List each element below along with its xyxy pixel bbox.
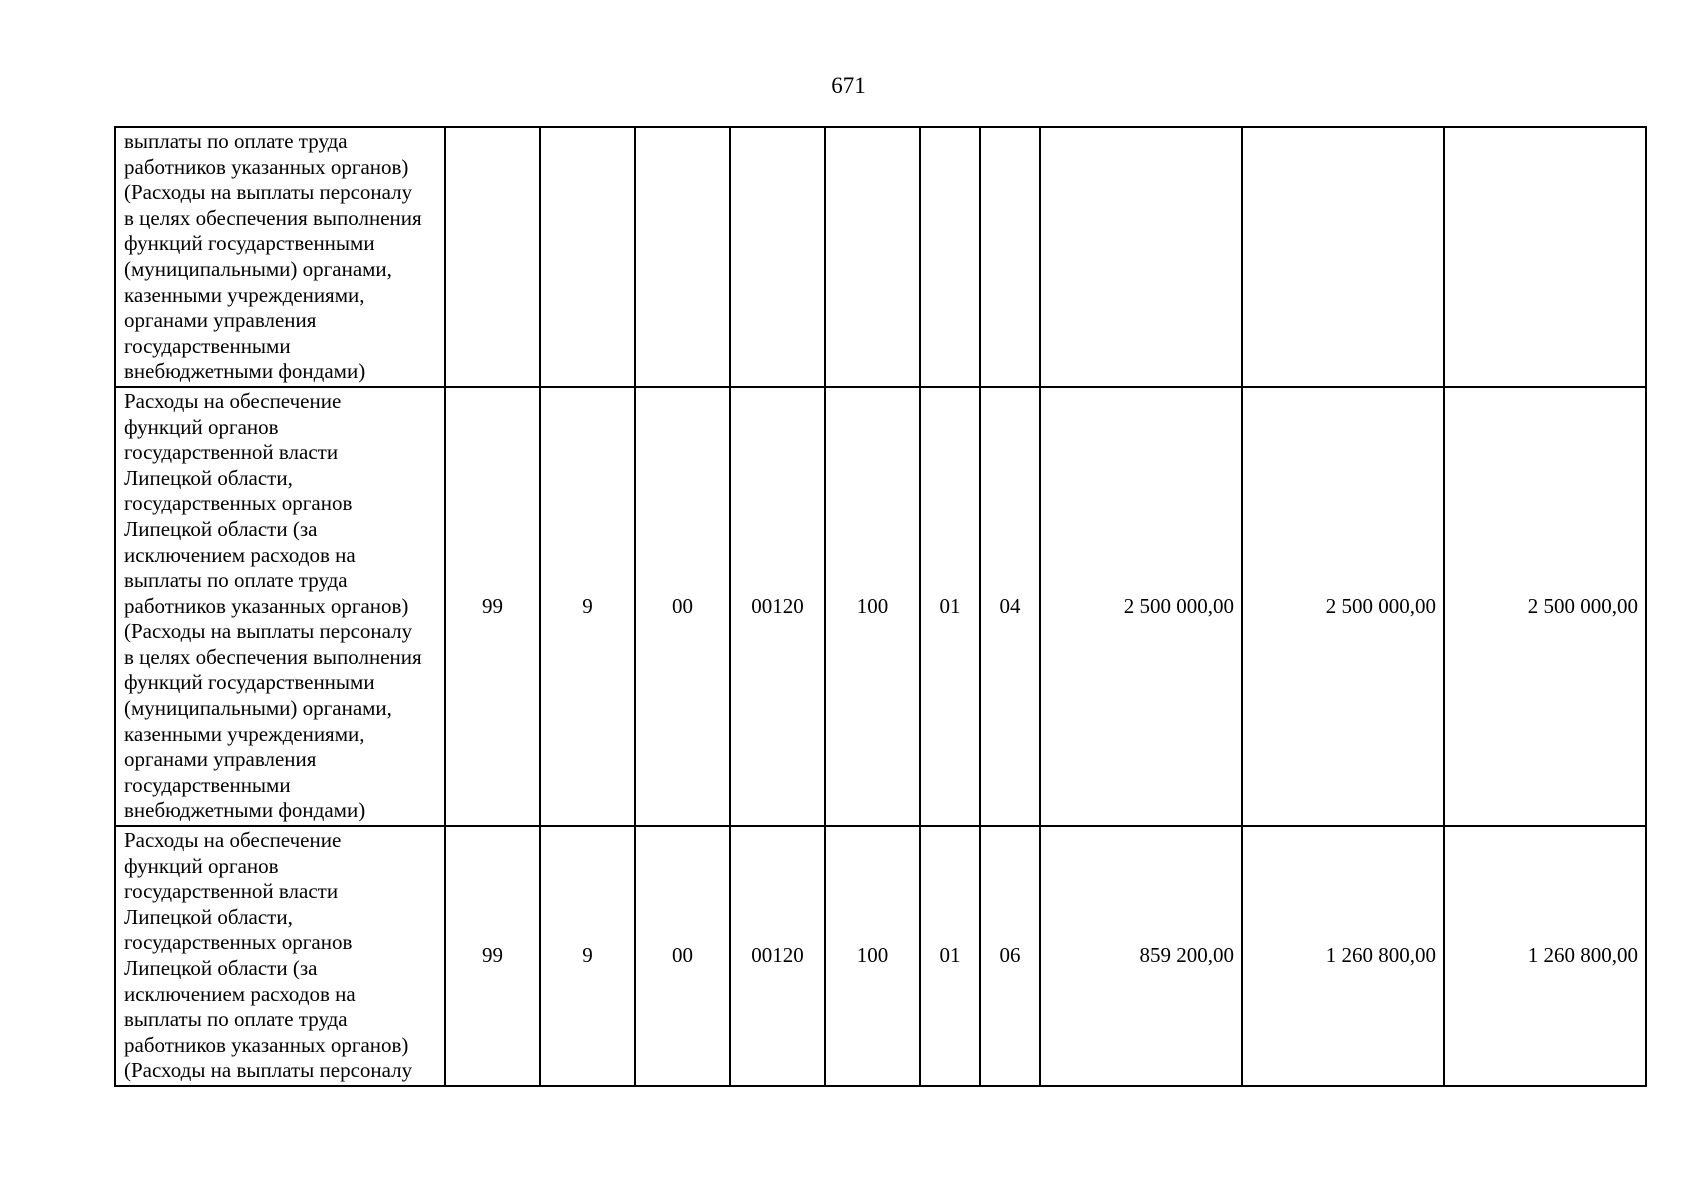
program-code-cell: 99 bbox=[445, 387, 540, 826]
amount-year-3-cell: 2 500 000,00 bbox=[1444, 387, 1646, 826]
program-code-cell bbox=[445, 127, 540, 387]
program-code-cell: 99 bbox=[445, 826, 540, 1086]
subsection-cell: 06 bbox=[980, 826, 1040, 1086]
section-cell: 01 bbox=[920, 387, 980, 826]
table-row bbox=[115, 826, 1646, 1086]
table-row bbox=[115, 387, 1646, 826]
budget-table bbox=[114, 126, 1647, 1087]
amount-year-2-cell: 1 260 800,00 bbox=[1242, 826, 1444, 1086]
section-cell bbox=[920, 127, 980, 387]
amount-year-3-cell bbox=[1444, 127, 1646, 387]
amount-year-1-cell: 859 200,00 bbox=[1040, 826, 1242, 1086]
subprogram-code-cell: 9 bbox=[540, 826, 635, 1086]
main-activity-code-cell: 00 bbox=[635, 387, 730, 826]
amount-year-2-cell bbox=[1242, 127, 1444, 387]
expense-type-cell bbox=[825, 127, 920, 387]
direction-code-cell bbox=[730, 127, 825, 387]
main-activity-code-cell: 00 bbox=[635, 826, 730, 1086]
subsection-cell: 04 bbox=[980, 387, 1040, 826]
page-number: 671 bbox=[831, 73, 866, 98]
amount-year-3-cell: 1 260 800,00 bbox=[1444, 826, 1646, 1086]
subsection-cell bbox=[980, 127, 1040, 387]
row-description: выплаты по оплате труда работников указанных органов) (Расходы на выплаты персоналу в целях обеспечения выполнения функций государственными (муниципальными) органами, казенными учреждениями, органами управления государственными внебюджетными фондами) bbox=[115, 127, 445, 387]
table-row bbox=[115, 127, 1646, 387]
expense-type-cell: 100 bbox=[825, 826, 920, 1086]
direction-code-cell: 00120 bbox=[730, 387, 825, 826]
amount-year-1-cell bbox=[1040, 127, 1242, 387]
main-activity-code-cell bbox=[635, 127, 730, 387]
section-cell: 01 bbox=[920, 826, 980, 1086]
amount-year-2-cell: 2 500 000,00 bbox=[1242, 387, 1444, 826]
amount-year-1-cell: 2 500 000,00 bbox=[1040, 387, 1242, 826]
row-description: Расходы на обеспечение функций органов государственной власти Липецкой области, государственных органов Липецкой области (за исключением расходов на выплаты по оплате труда работников указанных органов) (Расходы на выплаты персоналу bbox=[115, 826, 445, 1086]
direction-code-cell: 00120 bbox=[730, 826, 825, 1086]
subprogram-code-cell: 9 bbox=[540, 387, 635, 826]
expense-type-cell: 100 bbox=[825, 387, 920, 826]
subprogram-code-cell bbox=[540, 127, 635, 387]
row-description: Расходы на обеспечение функций органов государственной власти Липецкой области, государственных органов Липецкой области (за исключением расходов на выплаты по оплате труда работников указанных органов) (Расходы на выплаты персоналу в целях обеспечения выполнения функций государственными (муниципальными) органами, казенными учреждениями, органами управления государственными внебюджетными фондами) bbox=[115, 387, 445, 826]
